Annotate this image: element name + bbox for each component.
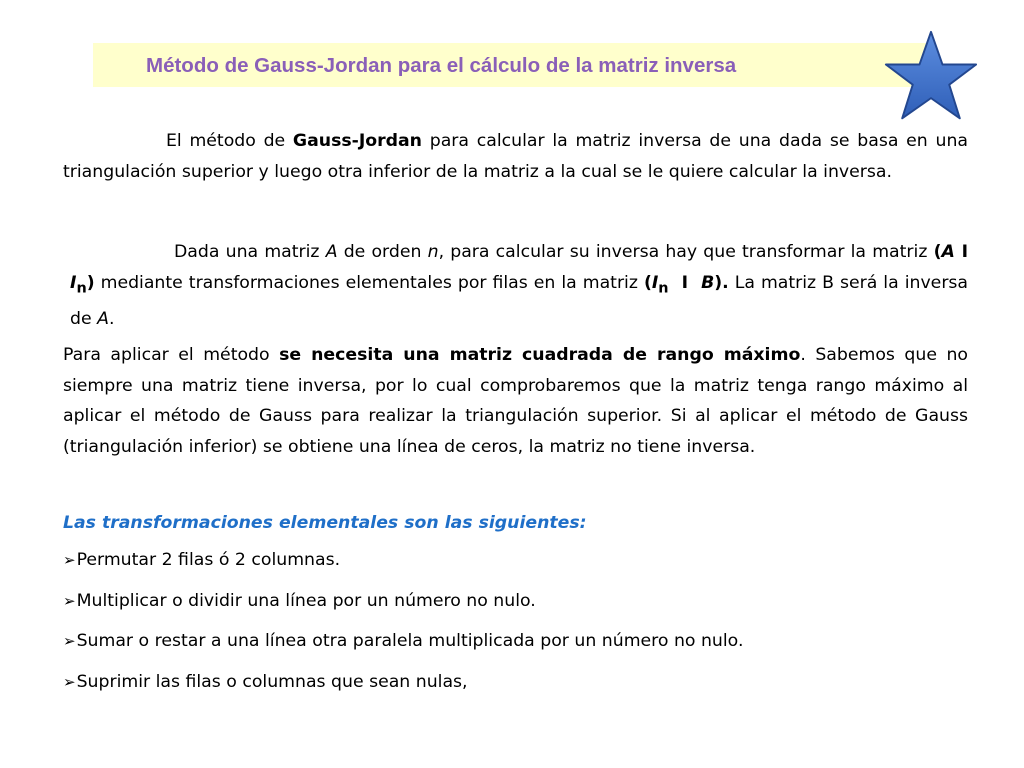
p2-text-e: La matriz B será la inversa de: [70, 272, 969, 329]
p2-var-a-2: A: [97, 308, 109, 329]
m2-i: I: [651, 272, 659, 293]
paragraph-1: [63, 126, 968, 187]
p2-text-c: , para calcular su inversa hay que transformar la matriz: [438, 242, 934, 262]
m1-open: (: [933, 242, 942, 262]
list-item-text: Multiplicar o dividir una línea por un número no nulo.: [76, 590, 536, 611]
list-item-text: Sumar o restar a una línea otra paralela multiplicada por un número no nulo.: [76, 631, 744, 651]
p3-text-a: Para aplicar el método: [63, 345, 280, 365]
p2-var-a: A: [325, 242, 338, 262]
paragraph-2: [70, 237, 968, 334]
m2-close: ).: [714, 272, 729, 293]
m1-close: ): [86, 272, 95, 293]
p1-text-a: El método de: [166, 131, 293, 151]
m1-sep: I: [954, 242, 968, 262]
p3-text-c: . Sabemos que no siempre una matriz tiene inversa, por lo cual comprobaremos que la matriz tenga rango máximo al aplicar el método de Gauss para realizar la triangulación superior. Si al aplicar el método de Gauss (triangulación inferior) se obtiene una línea de ceros, la matriz no tiene inversa.: [63, 345, 968, 457]
transformations-heading: Las transformaciones elementales son las siguientes:: [63, 513, 587, 533]
m2-sep: I: [668, 272, 702, 293]
m1-i: I: [70, 272, 77, 293]
arrow-bullet-icon: ➢: [63, 591, 76, 610]
p1-text-c: para calcular la matriz inversa de una dada se basa en una triangulación superior y luego otra inferior de la matriz a la cual se le quiere calcular la inversa.: [63, 131, 968, 182]
p1-bold-term: Gauss-Jordan: [292, 131, 422, 151]
p2-text-f: .: [108, 308, 115, 329]
p2-text-d: mediante transformaciones elementales por filas en la matriz: [94, 272, 644, 293]
list-item: [63, 631, 743, 672]
list-item-text: Permutar 2 filas ó 2 columnas.: [76, 550, 341, 570]
list-item: [63, 672, 743, 713]
m1-sub-n: n: [76, 280, 87, 297]
list-item: [63, 550, 743, 591]
p2-text-b: de orden: [337, 242, 428, 262]
list-item: [63, 591, 743, 632]
augmented-matrix-2: [643, 272, 729, 297]
star-icon: [883, 28, 979, 126]
arrow-bullet-icon: ➢: [63, 551, 76, 569]
transformations-list: [63, 550, 743, 712]
m2-sub-n: n: [658, 280, 669, 297]
p3-bold-phrase: se necesita una matriz cuadrada de rango máximo: [279, 345, 801, 365]
arrow-bullet-icon: ➢: [63, 632, 76, 650]
p2-var-n: n: [427, 242, 439, 262]
m2-open: (: [643, 272, 652, 293]
list-item-text: Suprimir las filas o columnas que sean nulas,: [76, 671, 468, 692]
slide-title: Método de Gauss-Jordan para el cálculo de la matriz inversa: [146, 54, 737, 77]
paragraph-3: [63, 340, 968, 462]
m1-a: A: [941, 242, 955, 262]
arrow-bullet-icon: ➢: [63, 672, 76, 691]
p2-text-a: Dada una matriz: [174, 242, 326, 262]
m2-b: B: [701, 272, 715, 293]
